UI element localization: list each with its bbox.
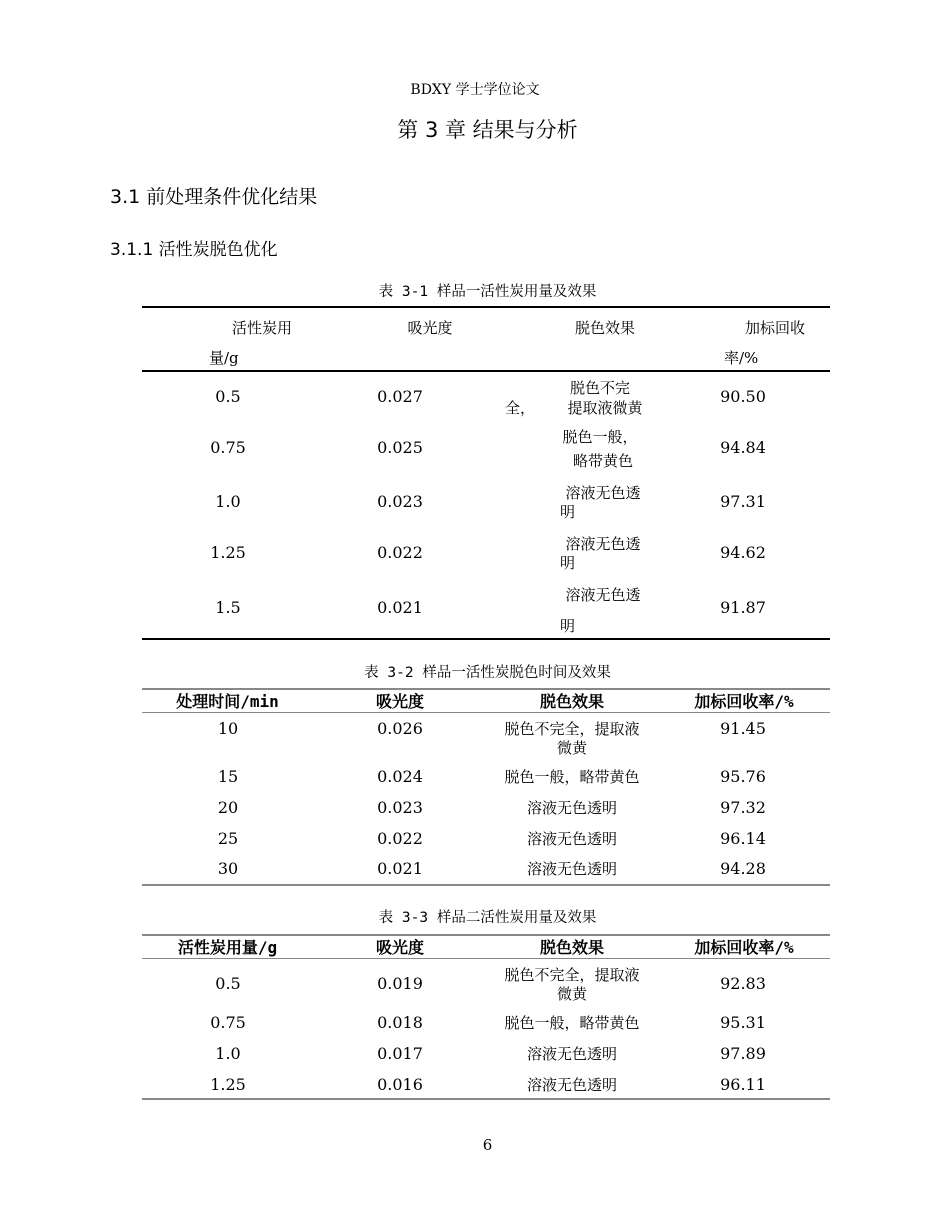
table1-top-rule [142, 306, 830, 308]
table-cell: 97.89 [720, 1044, 766, 1063]
table-cell: 0.75 [210, 438, 246, 457]
table-cell: 脱色一般， [562, 428, 638, 446]
table-cell: 微黄 [556, 739, 587, 757]
table1-header-cell: 量/g [209, 349, 239, 367]
table-cell: 95.76 [720, 767, 766, 786]
table-cell: 0.023 [377, 798, 423, 817]
table-cell: 0.021 [377, 598, 423, 617]
table-cell: 微黄 [556, 985, 587, 1003]
table3-header-cell: 加标回收率/% [694, 938, 794, 957]
table-cell: 1.0 [215, 1044, 241, 1063]
table-cell: 1.25 [210, 543, 246, 562]
table3-caption: 表 3-3 样品二活性炭用量及效果 [378, 910, 597, 926]
table1-header-cell: 吸光度 [407, 319, 453, 337]
table-cell: 溶液无色透明 [526, 1045, 617, 1063]
table-cell: 0.017 [377, 1044, 423, 1063]
table-cell: 96.11 [720, 1075, 766, 1094]
running-header: BDXY 学士学位论文 [410, 82, 540, 98]
table-cell: 91.45 [720, 719, 766, 738]
table1-header-cell: 率/% [724, 349, 759, 367]
table-cell: 脱色一般，略带黄色 [504, 768, 640, 786]
table1-mid-rule [142, 370, 830, 372]
table-cell: 0.025 [377, 438, 423, 457]
table-cell: 脱色不完全，提取液 [504, 966, 640, 984]
table2-top-rule [142, 688, 830, 690]
table-cell: 溶液无色透明 [526, 830, 617, 848]
table-cell: 0.5 [215, 974, 241, 993]
table3-bottom-rule [142, 1098, 830, 1100]
section-heading: 3.1 前处理条件优化结果 [110, 186, 318, 208]
table-cell: 全， [505, 399, 536, 417]
table-cell: 0.021 [377, 859, 423, 878]
table-cell: 明 [560, 554, 576, 572]
table2-header-cell: 处理时间/min [176, 692, 279, 711]
table-cell: 90.50 [720, 387, 766, 406]
table-cell: 溶液无色透明 [526, 1076, 617, 1094]
table-cell: 10 [217, 719, 239, 738]
table2-header-cell: 吸光度 [375, 692, 424, 711]
table-cell: 25 [217, 829, 239, 848]
table3-mid-rule [142, 958, 830, 959]
table1-header-cell: 加标回收 [744, 319, 805, 337]
table3-header-cell: 吸光度 [375, 938, 424, 957]
table-cell: 0.5 [215, 387, 241, 406]
table-cell: 溶液无色透明 [526, 860, 617, 878]
table-cell: 94.84 [720, 438, 766, 457]
table-cell: 1.0 [215, 492, 241, 511]
table-cell: 脱色一般，略带黄色 [504, 1014, 640, 1032]
table1-bottom-rule [142, 638, 830, 640]
table3-top-rule [142, 934, 830, 936]
table-cell: 94.62 [720, 543, 766, 562]
table2-bottom-rule [142, 884, 830, 886]
table-cell: 97.31 [720, 492, 766, 511]
table3-header-cell: 脱色效果 [539, 938, 604, 957]
table-cell: 1.25 [210, 1075, 246, 1094]
table-cell: 明 [560, 503, 576, 521]
table-cell: 96.14 [720, 829, 766, 848]
table-cell: 0.022 [377, 543, 423, 562]
table-cell: 0.022 [377, 829, 423, 848]
table-cell: 92.83 [720, 974, 766, 993]
table-cell: 1.5 [215, 598, 241, 617]
table-cell: 脱色不完 [569, 379, 630, 397]
table1-header-cell: 活性炭用 [231, 319, 292, 337]
table-cell: 0.75 [210, 1013, 246, 1032]
table-cell: 略带黄色 [572, 452, 633, 470]
table3-header-cell: 活性炭用量/g [177, 938, 278, 957]
table2-mid-rule [142, 712, 830, 713]
table-cell: 溶液无色透 [565, 535, 641, 553]
table-cell: 0.023 [377, 492, 423, 511]
subsection-heading: 3.1.1 活性炭脱色优化 [110, 240, 278, 260]
table-cell: 溶液无色透明 [526, 799, 617, 817]
table-cell: 20 [217, 798, 239, 817]
table2-header-cell: 加标回收率/% [694, 692, 794, 711]
table-cell: 91.87 [720, 598, 766, 617]
table-cell: 0.018 [377, 1013, 423, 1032]
table-cell: 溶液无色透 [565, 586, 641, 604]
table-cell: 脱色不完全，提取液 [504, 720, 640, 738]
table1-caption: 表 3-1 样品一活性炭用量及效果 [378, 284, 597, 300]
table2-caption: 表 3-2 样品一活性炭脱色时间及效果 [364, 665, 611, 681]
table-cell: 0.016 [377, 1075, 423, 1094]
table-cell: 94.28 [720, 859, 766, 878]
table-cell: 95.31 [720, 1013, 766, 1032]
chapter-title: 第 3 章 结果与分析 [397, 118, 578, 142]
table-cell: 溶液无色透 [565, 484, 641, 502]
page-number: 6 [482, 1136, 493, 1154]
table-cell: 提取液微黄 [567, 399, 643, 417]
table-cell: 0.027 [377, 387, 423, 406]
table1-header-cell: 脱色效果 [574, 319, 635, 337]
table-cell: 明 [560, 617, 576, 635]
table-cell: 0.024 [377, 767, 423, 786]
table-cell: 30 [217, 859, 239, 878]
table-cell: 0.019 [377, 974, 423, 993]
table-cell: 0.026 [377, 719, 423, 738]
table-cell: 15 [217, 767, 239, 786]
table2-header-cell: 脱色效果 [539, 692, 604, 711]
table-cell: 97.32 [720, 798, 766, 817]
